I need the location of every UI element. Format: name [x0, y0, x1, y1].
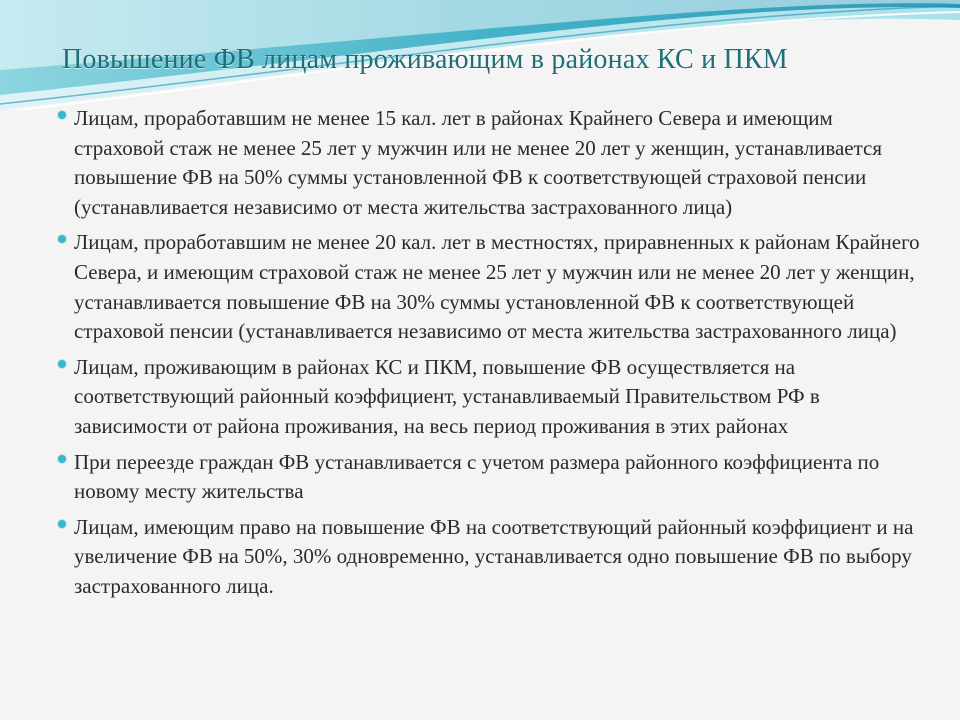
bullet-text: Лицам, проживающим в районах КС и ПКМ, повышение ФВ осуществляется на соответствующий районный коэффициент, устанавливаемый Правительством РФ в зависимости от района проживания, на весь период проживания в этих районах: [74, 354, 820, 438]
bullet-item: [56, 104, 926, 222]
bullet-dot-icon: [58, 455, 66, 463]
bullet-text: При переезде граждан ФВ устанавливается с учетом размера районного коэффициента по новому месту жительства: [74, 449, 880, 504]
bullet-text: Лицам, имеющим право на повышение ФВ на соответствующий районный коэффициент и на увеличение ФВ на 50%, 30% одновременно, устанавливается одно повышение ФВ по выбору застрахованного лица.: [74, 514, 914, 598]
bullet-item: [56, 353, 926, 442]
bullet-item: [56, 448, 926, 507]
bullet-dot-icon: [58, 360, 66, 368]
bullet-list: [56, 104, 926, 602]
bullet-item: [56, 513, 926, 602]
bullet-item: [56, 228, 926, 346]
bullet-dot-icon: [58, 235, 66, 243]
slide-title: Повышение ФВ лицам проживающим в районах КС и ПКМ: [62, 44, 788, 75]
bullet-text: Лицам, проработавшим не менее 20 кал. лет в местностях, приравненных к районам Крайнего Севера, и имеющим страховой стаж не менее 25 лет у мужчин или не менее 20 лет у женщин, устанавливается повышение ФВ на 30% суммы установленной ФВ к соответствующей страховой пенсии (устанавливается независимо от места жительства застрахованного лица): [74, 230, 920, 344]
slide-content: [56, 104, 926, 608]
bullet-dot-icon: [58, 111, 66, 119]
bullet-dot-icon: [58, 520, 66, 528]
bullet-text: Лицам, проработавшим не менее 15 кал. лет в районах Крайнего Севера и имеющим страховой стаж не менее 25 лет у мужчин или не менее 20 лет у женщин, устанавливается повышение ФВ на 50% суммы установленной ФВ к соответствующей страховой пенсии (устанавливается независимо от места жительства застрахованного лица): [74, 106, 883, 219]
